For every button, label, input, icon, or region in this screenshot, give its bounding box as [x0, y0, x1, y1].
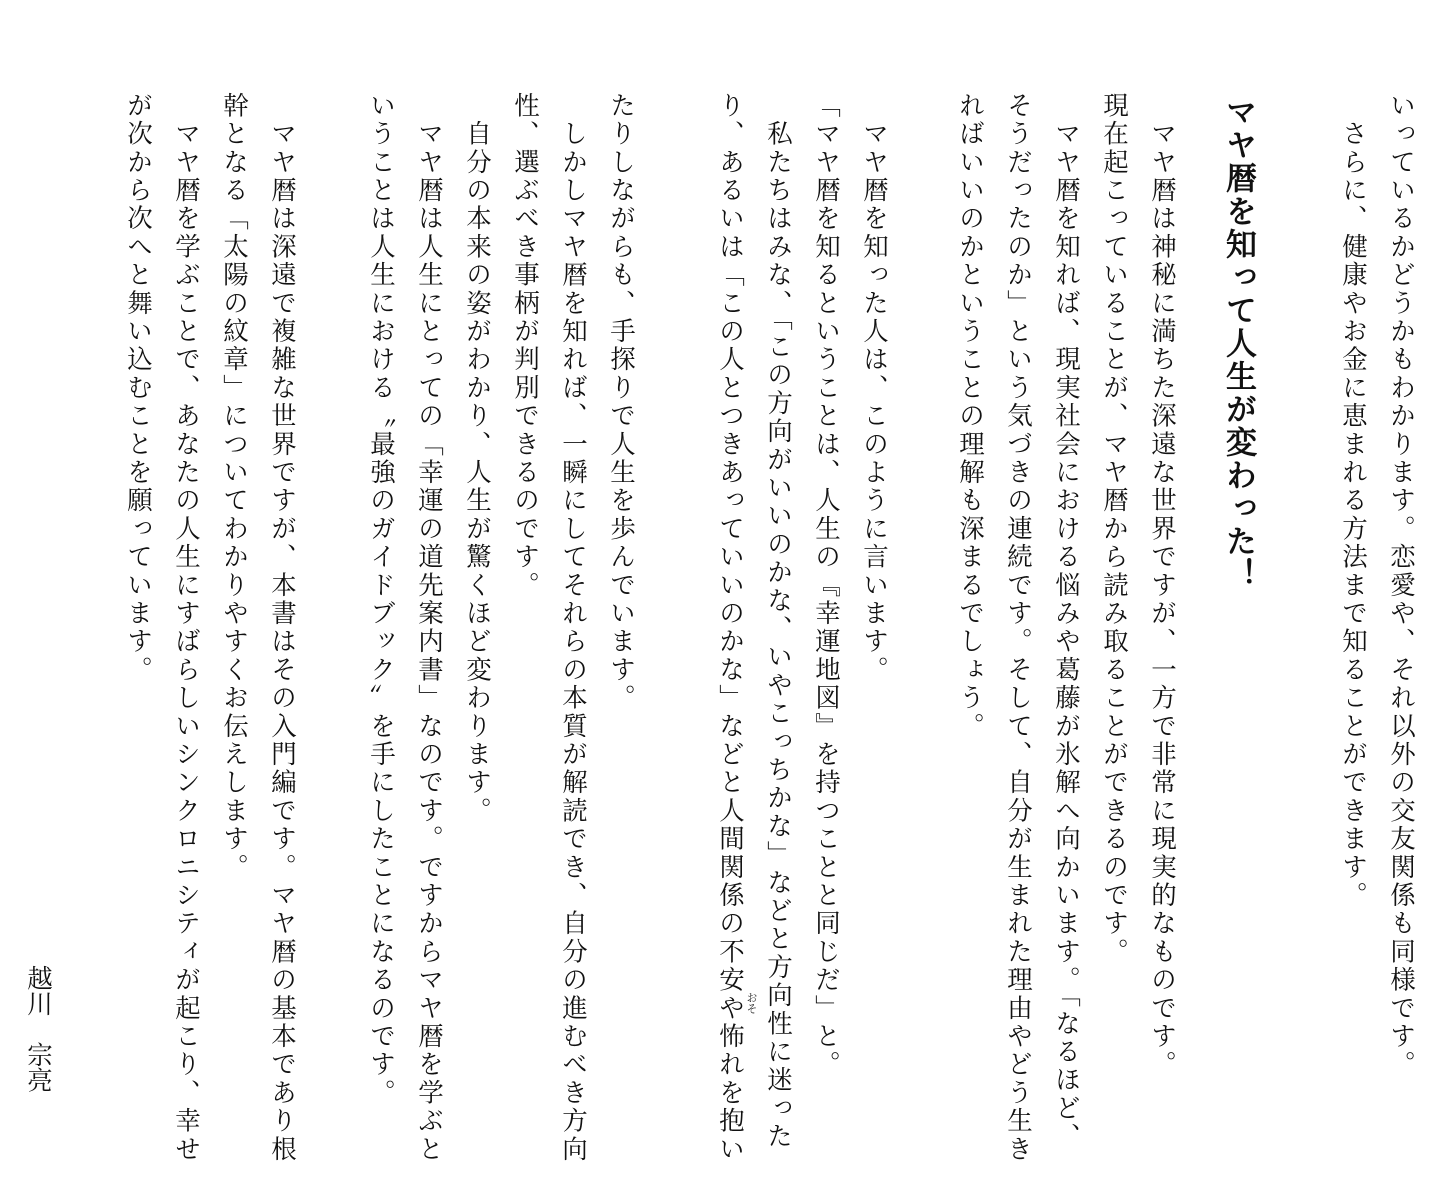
body-line: が次から次へと舞い込むことを願っています。 — [123, 92, 153, 685]
body-line: 「マヤ暦を知るということは、人生の『幸運地図』を持つことと同じだ」と。 — [811, 92, 841, 1079]
body-line: 幹となる「太陽の紋章」についてわかりやすくお伝えします。 — [219, 92, 249, 882]
body-line: 性、選ぶべき事柄が判別できるのです。 — [510, 92, 540, 600]
ruby-annotation: おそ — [745, 992, 758, 1014]
body-line: マヤ暦を学ぶことで、あなたの人生にすばらしいシンクロニシティが起こり、幸せ — [171, 92, 201, 1164]
intro-line-2: さらに、健康やお金に恵まれる方法まで知ることができます。 — [1338, 92, 1368, 910]
body-line: マヤ暦を知れば、現実社会における悩みや葛藤が氷解へ向かいます。「なるほど、 — [1051, 92, 1081, 1151]
body-line: マヤ暦は人生にとっての「幸運の道先案内書」なのです。ですからマヤ暦を学ぶと — [414, 92, 444, 1164]
body-line: いうことは人生における〝最強のガイドブック〟を手にしたことになるのです。 — [366, 92, 396, 1108]
body-line: り、あるいは「この人とつきあっていいのかな」などと人間関係の不安や怖れを抱い — [715, 92, 745, 1164]
body-line: そうだったのか」という気づきの連続です。そして、自分が生まれた理由やどう生き — [1003, 92, 1033, 1164]
body-line: 自分の本来の姿がわかり、人生が驚くほど変わります。 — [462, 92, 492, 826]
body-line: たりしながらも、手探りで人生を歩んでいます。 — [606, 92, 636, 713]
author-signature: 越川 宗亮 — [23, 965, 53, 1093]
body-line: ればいいのかということの理解も深まるでしょう。 — [955, 92, 985, 741]
body-line: 私たちはみな、「この方向がいいのかな、いやこっちかな」などと方向性に迷った — [763, 92, 793, 1151]
body-line: マヤ暦は神秘に満ちた深遠な世界ですが、一方で非常に現実的なものです。 — [1147, 92, 1177, 1079]
intro-line-1: いっているかどうかもわかります。恋愛や、それ以外の交友関係も同様です。 — [1386, 92, 1416, 1079]
section-heading: マヤ暦を知って人生が変わった！ — [1220, 96, 1256, 591]
body-line: マヤ暦は深遠で複雑な世界ですが、本書はその入門編です。マヤ暦の基本であり根 — [267, 92, 297, 1164]
body-line: マヤ暦を知った人は、このように言います。 — [859, 92, 889, 685]
body-line: 現在起こっていることが、マヤ暦から読み取ることができるのです。 — [1099, 92, 1129, 967]
body-line: しかしマヤ暦を知れば、一瞬にしてそれらの本質が解読でき、自分の進むべき方向 — [558, 92, 588, 1164]
